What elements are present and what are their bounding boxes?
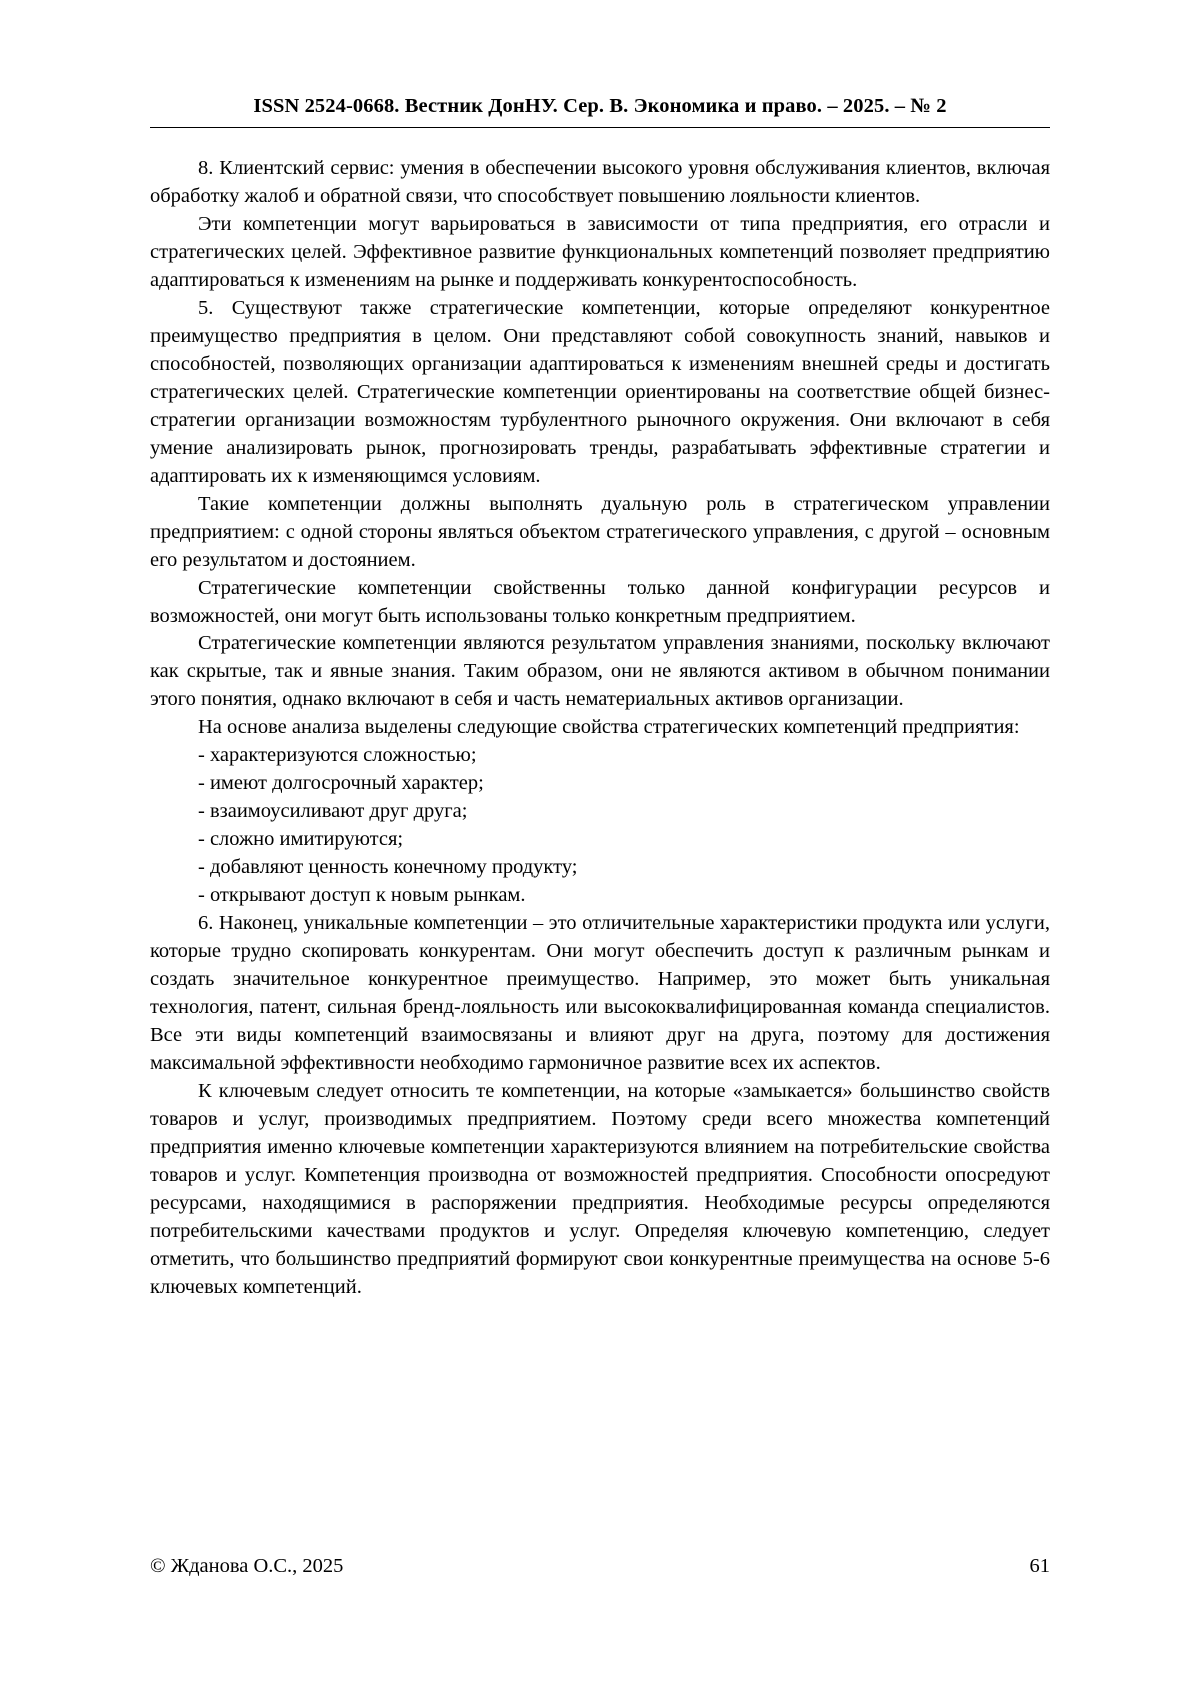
article-body xyxy=(150,155,1050,1302)
header-divider xyxy=(150,127,1050,128)
running-header: ISSN 2524-0668. Вестник ДонНУ. Сер. В. Экономика и право. – 2025. – № 2 xyxy=(253,95,947,117)
paragraph: Эти компетенции могут варьироваться в зависимости от типа предприятия, его отрасли и стратегических целей. Эффективное развитие функциональных компетенций позволяет предприятию адаптироваться к изменениям на рынке и поддерживать конкурентоспособность. xyxy=(150,212,1050,291)
paragraph: 5. Существуют также стратегические компетенции, которые определяют конкурентное преимущество предприятия в целом. Они представляют собой совокупность знаний, навыков и способностей, позволяющих организации адаптироваться к изменениям внешней среды и достигать стратегических целей. Стратегические компетенции ориентированы на соответствие общей бизнес-стратегии организации возможностям турбулентного рыночного окружения. Они включают в себя умение анализировать рынок, прогнозировать тренды, разрабатывать эффективные стратегии и адаптировать их к изменяющимся условиям. xyxy=(150,296,1050,487)
paragraph: Такие компетенции должны выполнять дуальную роль в стратегическом управлении предприятием: с одной стороны являться объектом стратегического управления, с другой – основным его результатом и достоянием. xyxy=(150,492,1050,571)
list-item: - сложно имитируются; xyxy=(198,828,404,851)
list-item: - имеют долгосрочный характер; xyxy=(198,772,484,795)
footer-copyright: © Жданова О.С., 2025 xyxy=(150,1555,344,1577)
list-item: - взаимоусиливают друг друга; xyxy=(198,800,468,823)
paragraph: На основе анализа выделены следующие свойства стратегических компетенций предприятия: xyxy=(198,716,1020,739)
paragraph: Стратегические компетенции являются результатом управления знаниями, поскольку включают как скрытые, так и явные знания. Таким образом, они не являются активом в обычном понимании этого понятия, однако включают в себя и часть нематериальных активов организации. xyxy=(150,632,1050,711)
list-item: - добавляют ценность конечному продукту; xyxy=(198,856,578,879)
paragraph: Стратегические компетенции свойственны только данной конфигурации ресурсов и возможностей, они могут быть использованы только конкретным предприятием. xyxy=(150,576,1050,627)
list-item: - открывают доступ к новым рынкам. xyxy=(198,884,526,907)
list-item: - характеризуются сложностью; xyxy=(198,744,477,767)
paragraph: 8. Клиентский сервис: умения в обеспечении высокого уровня обслуживания клиентов, включая обработку жалоб и обратной связи, что способствует повышению лояльности клиентов. xyxy=(150,157,1050,207)
page-number: 61 xyxy=(1029,1555,1050,1577)
paragraph: К ключевым следует относить те компетенции, на которые «замыкается» большинство свойств товаров и услуг, производимых предприятием. Поэтому среди всего множества компетенций предприятия именно ключевые компетенции характеризуются влиянием на потребительские свойства товаров и услуг. Компетенция производна от возможностей предприятия. Способности опосредуют ресурсами, находящимися в распоряжении предприятия. Необходимые ресурсы определяются потребительскими качествами продуктов и услуг. Определяя ключевую компетенцию, следует отметить, что большинство предприятий формируют свои конкурентные преимущества на основе 5-6 ключевых компетенций. xyxy=(150,1079,1050,1298)
paragraph: 6. Наконец, уникальные компетенции – это отличительные характеристики продукта или услуги, которые трудно скопировать конкурентам. Они могут обеспечить доступ к различным рынкам и создать значительное конкурентное преимущество. Например, это может быть уникальная технология, патент, сильная бренд-лояльность или высококвалифицированная команда специалистов. Все эти виды компетенций взаимосвязаны и влияют друг на друга, поэтому для достижения максимальной эффективности необходимо гармоничное развитие всех их аспектов. xyxy=(150,912,1050,1074)
